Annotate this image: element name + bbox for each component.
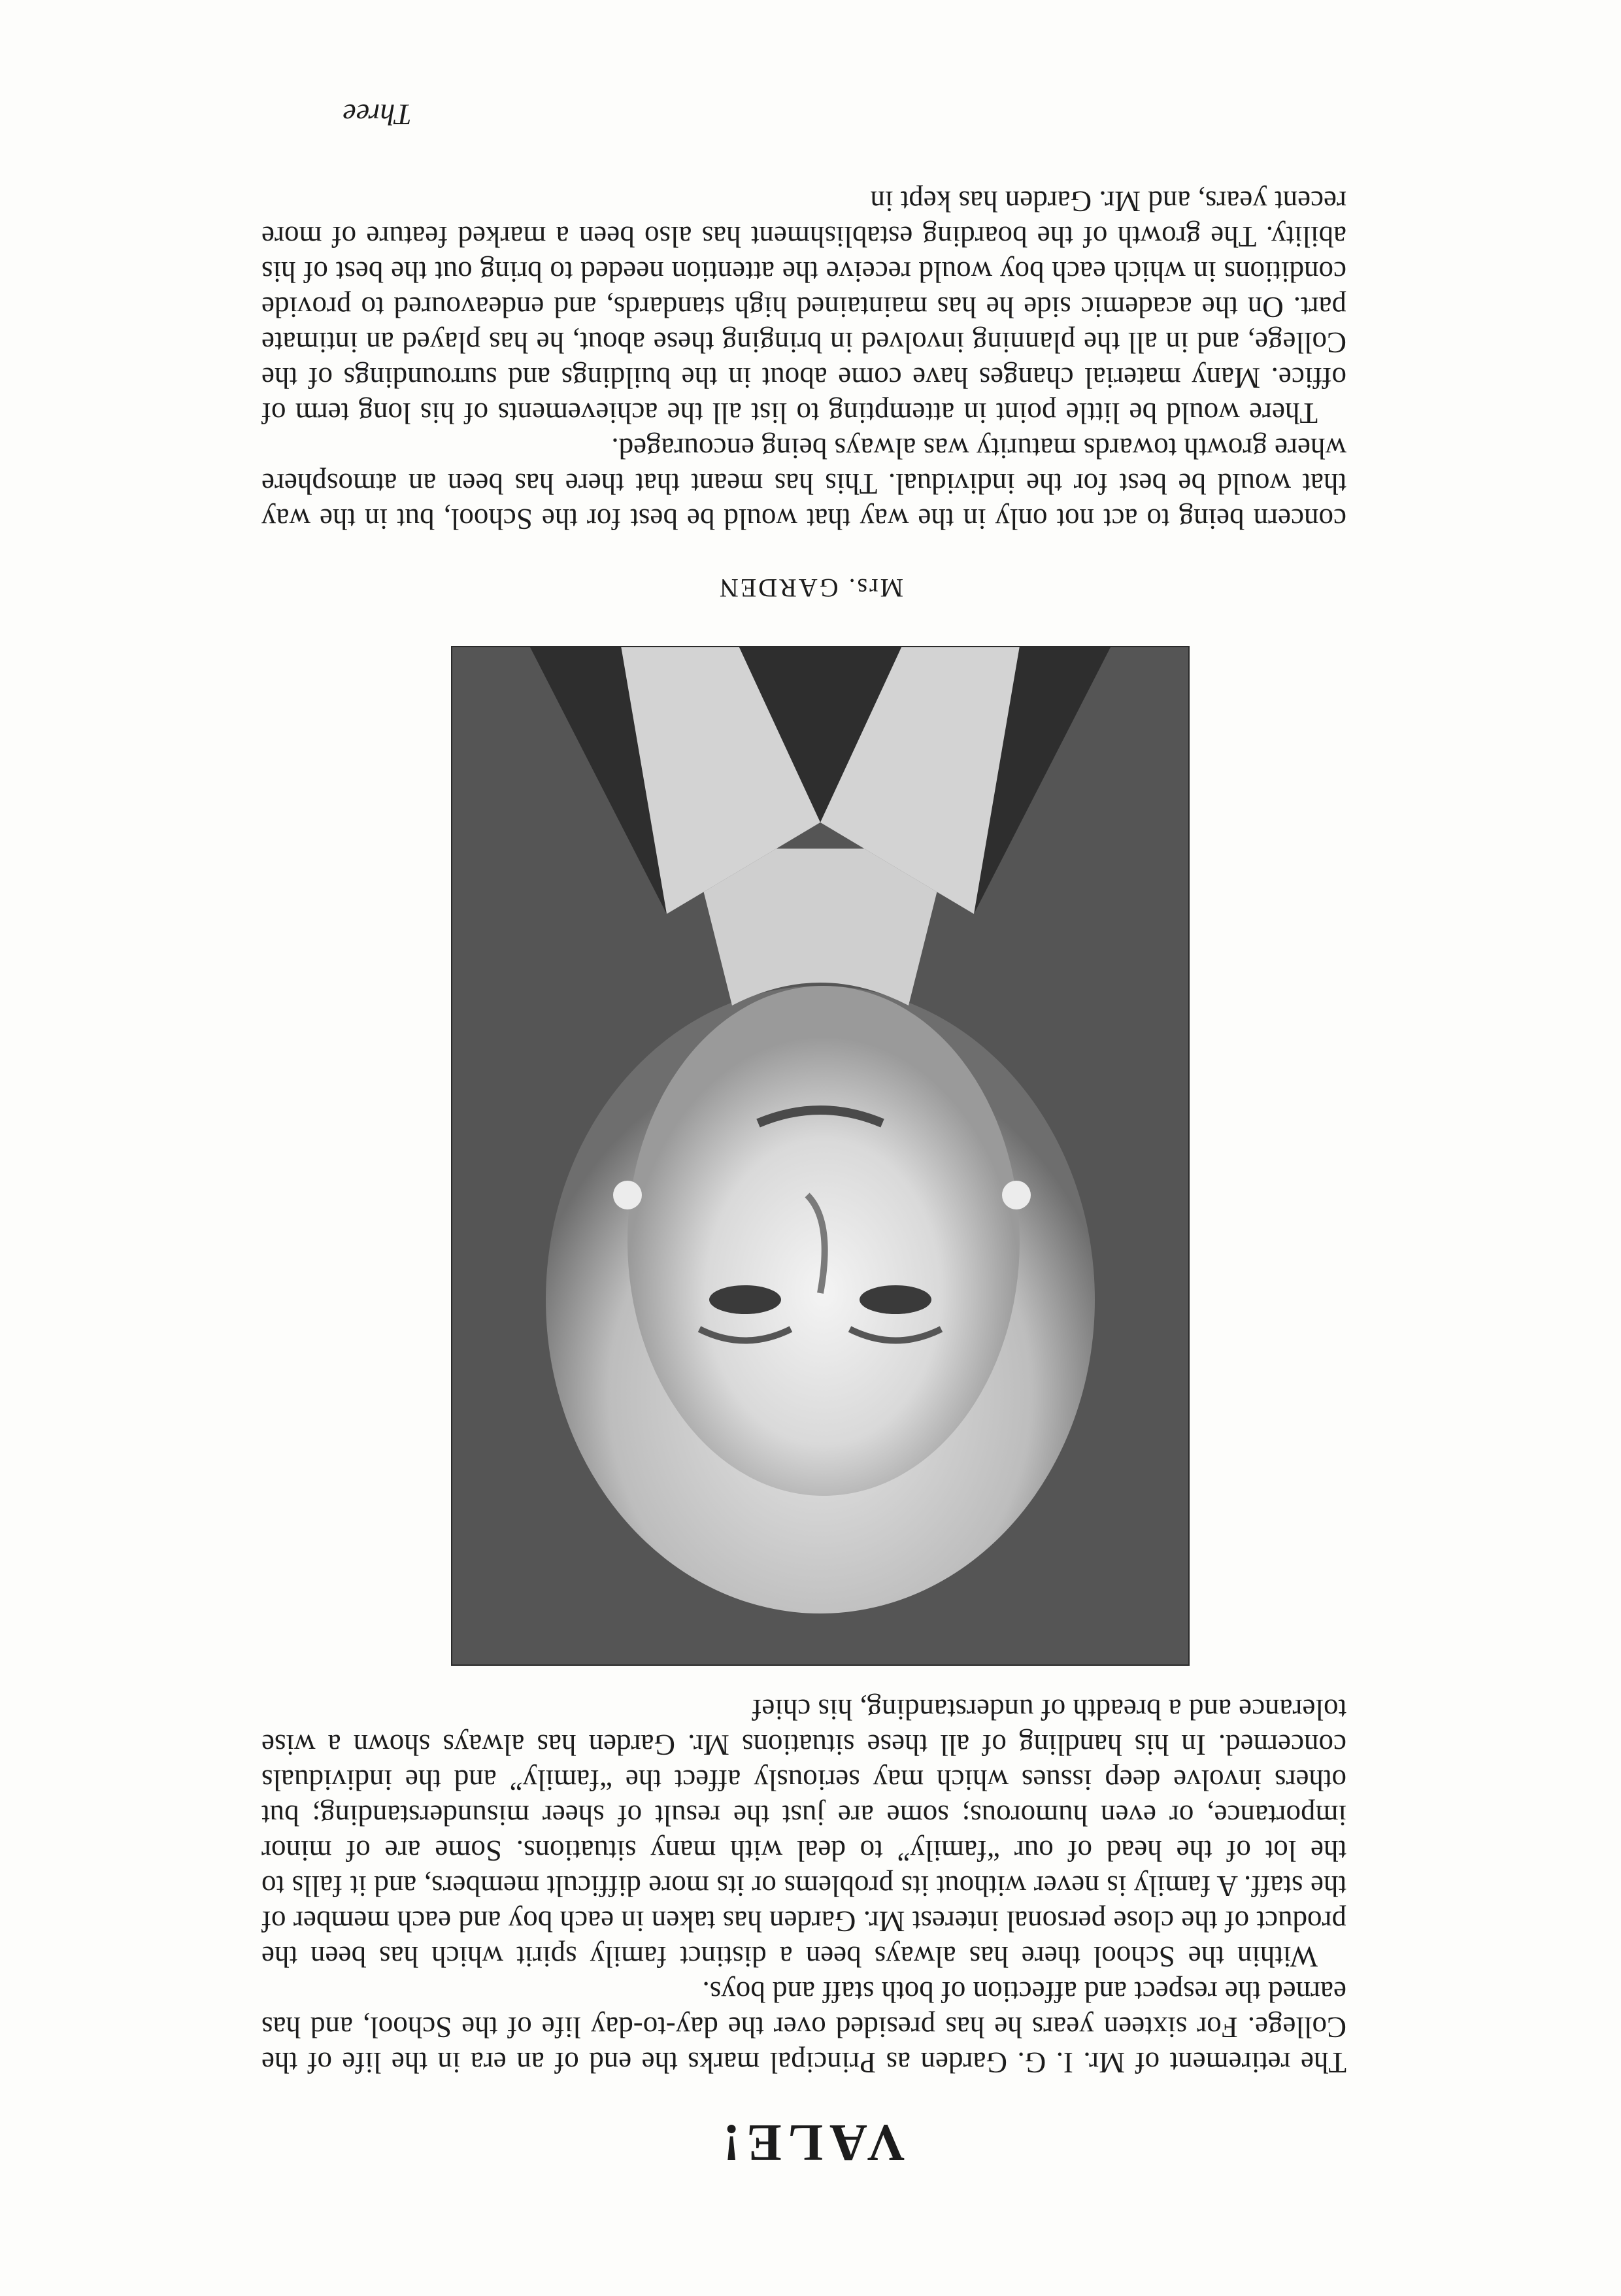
page-number: Three — [343, 98, 412, 131]
article-paragraph: concern being to act not only in the way that would be best for the School, but in the way that would be best for the individual. This has meant that there has been an atmosphere where growth towards maturity was always being encouraged. — [261, 432, 1346, 535]
photo-border — [451, 646, 1190, 1666]
article-title: VALE! — [716, 2114, 905, 2171]
article-paragraph: Within the School there has always been a distinct family spirit which has been the product of the close personal interest Mr. Garden has taken in each boy and each member of the staff. A family is never without its problems or its more difficult members, and it falls to the lot of the head of our “family” to deal with many situations. Some are of minor importance, or even humorous; some are just the result of sheer misunderstanding; but others involve deep issues which may seriously affect the “family” and the individuals concerned. In his handling of all these situations Mr. Garden has always shown a wise tolerance and a breadth of understanding, his chief — [261, 1693, 1346, 1973]
article-paragraph: There would be little point in attempting to list all the achievements of his long term of office. Many material changes have come about in the buildings and surroundings of the College, and in all the planning involved in bringing these about, he has played an intimate part. On the academic side he has maintained high standards, and endeavoured to provide conditions in which each boy would receive the attention needed to bring out the best of his ability. The growth of the boarding establishment has also been a marked feature of more recent years, and Mr. Garden has kept in — [261, 185, 1346, 430]
article-paragraph: The retirement of Mr. I. G. Garden as Principal marks the end of an era in the life of the College. For sixteen years he has presided over the day-to-day life of the School, and has earned the respect and affection of both staff and boys. — [261, 1976, 1346, 2079]
photo-caption: Mrs. GARDEN — [717, 573, 904, 603]
portrait-photo — [451, 646, 1190, 1666]
